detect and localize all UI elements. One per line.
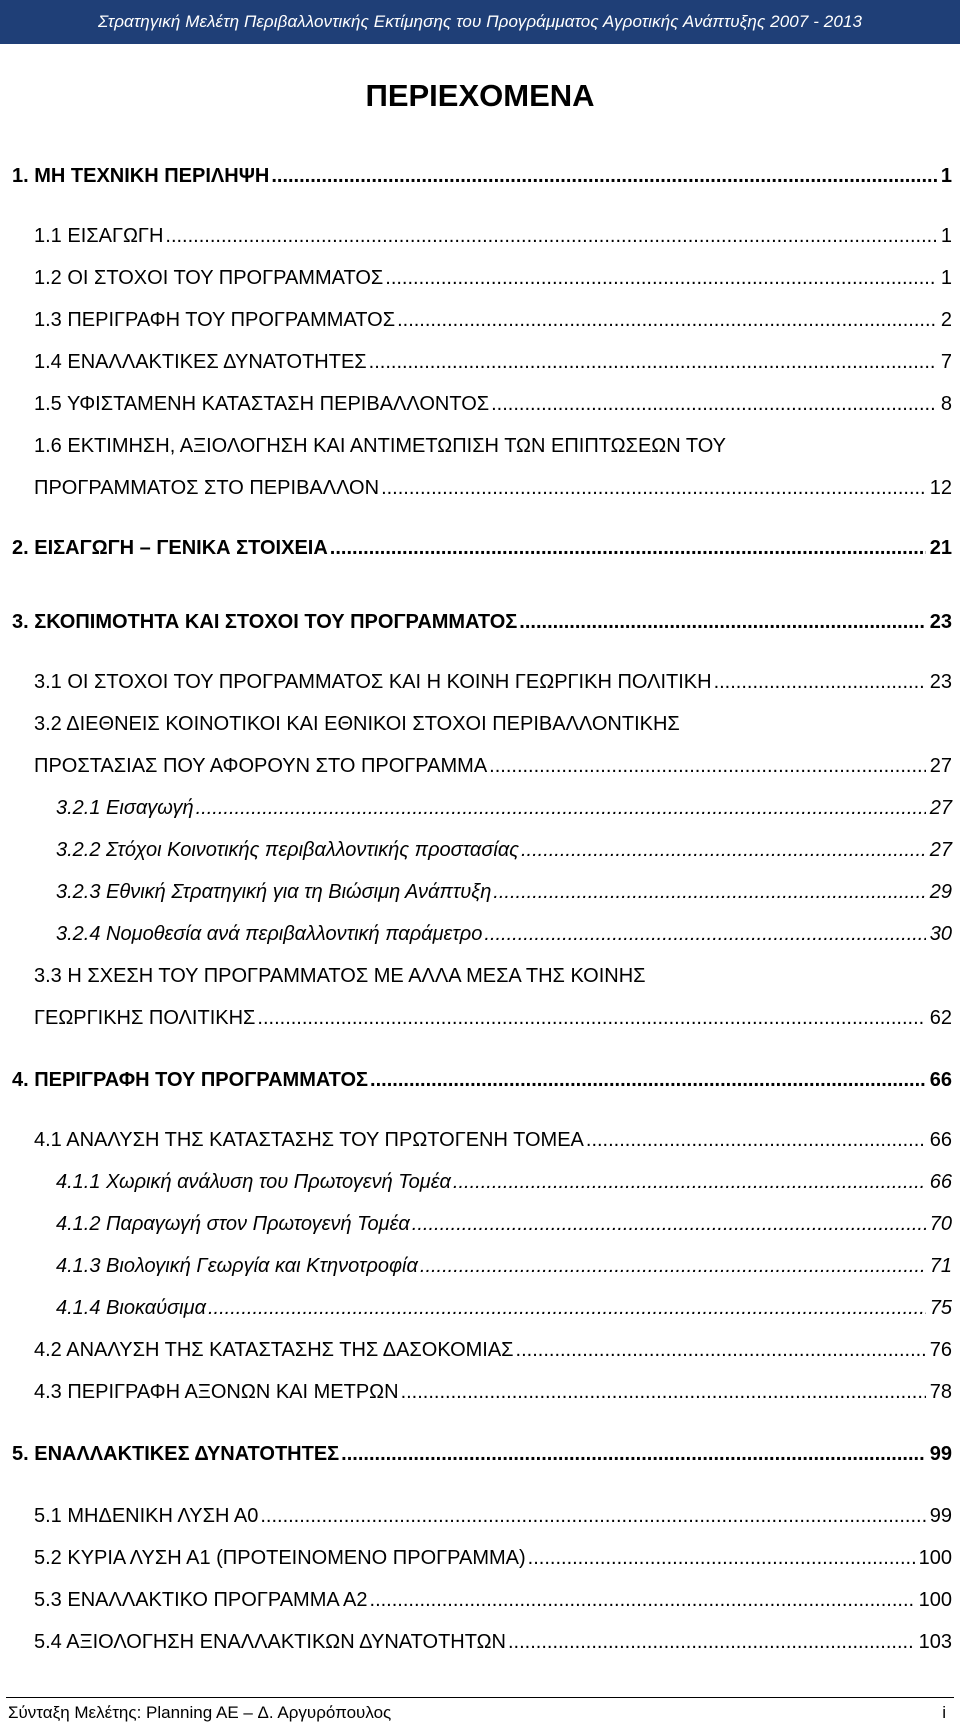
footer-author: Σύνταξη Μελέτης: Planning AE – Δ. Αργυρόπουλος xyxy=(8,1703,392,1722)
page-title: ΠΕΡΙΕΧΟΜΕΝΑ xyxy=(365,78,595,113)
toc-entry[interactable]: 4.1.2 Παραγωγή στον Πρωτογενή Τομέα ..... 70 xyxy=(56,1206,952,1242)
toc-entry[interactable]: 4.1.3 Βιολογική Γεωργία και Κτηνοτροφία ..... 71 xyxy=(56,1248,952,1284)
toc-entry[interactable]: ΠΡΟΓΡΑΜΜΑΤΟΣ ΣΤΟ ΠΕΡΙΒΑΛΛΟΝ ..... 12 xyxy=(34,470,952,506)
toc-entry[interactable]: 1. ΜΗ ΤΕΧΝΙΚΗ ΠΕΡΙΛΗΨΗ ..... 1 xyxy=(12,158,952,194)
toc-entry[interactable]: 3.2.2 Στόχοι Κοινοτικής περιβαλλοντικής προστασίας ..... 27 xyxy=(56,832,952,868)
toc-entry[interactable]: 1.4 ΕΝΑΛΛΑΚΤΙΚΕΣ ΔΥΝΑΤΟΤΗΤΕΣ ..... 7 xyxy=(34,344,952,380)
toc-entry[interactable]: 5.4 ΑΞΙΟΛΟΓΗΣΗ ΕΝΑΛΛΑΚΤΙΚΩΝ ΔΥΝΑΤΟΤΗΤΩΝ ..... 103 xyxy=(34,1624,952,1660)
toc-entry[interactable]: 4. ΠΕΡΙΓΡΑΦΗ ΤΟΥ ΠΡΟΓΡΑΜΜΑΤΟΣ ..... 66 xyxy=(12,1062,952,1098)
footer-divider xyxy=(6,1697,954,1698)
toc-entry[interactable]: 4.3 ΠΕΡΙΓΡΑΦΗ ΑΞΟΝΩΝ ΚΑΙ ΜΕΤΡΩΝ ..... 78 xyxy=(34,1374,952,1410)
toc-entry[interactable]: 4.1.4 Βιοκαύσιμα ..... 75 xyxy=(56,1290,952,1326)
toc-entry[interactable]: ΓΕΩΡΓΙΚΗΣ ΠΟΛΙΤΙΚΗΣ ..... 62 xyxy=(34,1000,952,1036)
toc-entry[interactable]: 1.3 ΠΕΡΙΓΡΑΦΗ ΤΟΥ ΠΡΟΓΡΑΜΜΑΤΟΣ ..... 2 xyxy=(34,302,952,338)
toc-entry[interactable]: 3.1 ΟΙ ΣΤΟΧΟΙ ΤΟΥ ΠΡΟΓΡΑΜΜΑΤΟΣ ΚΑΙ Η ΚΟΙΝΗ ΓΕΩΡΓΙΚΗ ΠΟΛΙΤΙΚΗ ..... 23 xyxy=(34,664,952,700)
toc-entry[interactable]: ΠΡΟΣΤΑΣΙΑΣ ΠΟΥ ΑΦΟΡΟΥΝ ΣΤΟ ΠΡΟΓΡΑΜΜΑ ..... 27 xyxy=(34,748,952,784)
toc-entry[interactable]: 3. ΣΚΟΠΙΜΟΤΗΤΑ ΚΑΙ ΣΤΟΧΟΙ ΤΟΥ ΠΡΟΓΡΑΜΜΑΤΟΣ ..... 23 xyxy=(12,604,952,640)
toc-entry[interactable]: 4.1.1 Χωρική ανάλυση του Πρωτογενή Τομέα ..... 66 xyxy=(56,1164,952,1200)
running-header: Στρατηγική Μελέτη Περιβαλλοντικής Εκτίμησης του Προγράμματος Αγροτικής Ανάπτυξης 2007 - 2013 xyxy=(97,12,863,31)
toc-entry-line[interactable]: 1.6 ΕΚΤΙΜΗΣΗ, ΑΞΙΟΛΟΓΗΣΗ ΚΑΙ ΑΝΤΙΜΕΤΩΠΙΣΗ ΤΩΝ ΕΠΙΠΤΩΣΕΩΝ ΤΟΥ xyxy=(34,435,726,457)
toc-entry[interactable]: 1.5 ΥΦΙΣΤΑΜΕΝΗ ΚΑΤΑΣΤΑΣΗ ΠΕΡΙΒΑΛΛΟΝΤΟΣ ..... 8 xyxy=(34,386,952,422)
toc-entry[interactable]: 5. ΕΝΑΛΛΑΚΤΙΚΕΣ ΔΥΝΑΤΟΤΗΤΕΣ ..... 99 xyxy=(12,1436,952,1472)
toc-entry-line[interactable]: 3.3 Η ΣΧΕΣΗ ΤΟΥ ΠΡΟΓΡΑΜΜΑΤΟΣ ΜΕ ΑΛΛΑ ΜΕΣΑ ΤΗΣ ΚΟΙΝΗΣ xyxy=(34,965,646,987)
toc-entry[interactable]: 5.1 ΜΗΔΕΝΙΚΗ ΛΥΣΗ Α0 ..... 99 xyxy=(34,1498,952,1534)
toc-entry[interactable]: 3.2.3 Εθνική Στρατηγική για τη Βιώσιμη Ανάπτυξη ..... 29 xyxy=(56,874,952,910)
toc-entry[interactable]: 5.3 ΕΝΑΛΛΑΚΤΙΚΟ ΠΡΟΓΡΑΜΜΑ Α2 ..... 100 xyxy=(34,1582,952,1618)
toc-entry[interactable]: 1.2 ΟΙ ΣΤΟΧΟΙ ΤΟΥ ΠΡΟΓΡΑΜΜΑΤΟΣ ..... 1 xyxy=(34,260,952,296)
page-number: i xyxy=(942,1703,946,1722)
toc-entry[interactable]: 3.2.4 Νομοθεσία ανά περιβαλλοντική παράμετρο ..... 30 xyxy=(56,916,952,952)
toc-entry[interactable]: 4.2 ΑΝΑΛΥΣΗ ΤΗΣ ΚΑΤΑΣΤΑΣΗΣ ΤΗΣ ΔΑΣΟΚΟΜΙΑΣ ..... 76 xyxy=(34,1332,952,1368)
toc-entry[interactable]: 2. ΕΙΣΑΓΩΓΗ – ΓΕΝΙΚΑ ΣΤΟΙΧΕΙΑ ..... 21 xyxy=(12,530,952,566)
toc-entry[interactable]: 1.1 ΕΙΣΑΓΩΓΗ ..... 1 xyxy=(34,218,952,254)
toc-entry[interactable]: 4.1 ΑΝΑΛΥΣΗ ΤΗΣ ΚΑΤΑΣΤΑΣΗΣ ΤΟΥ ΠΡΩΤΟΓΕΝΗ ΤΟΜΕΑ ..... 66 xyxy=(34,1122,952,1158)
toc-entry[interactable]: 3.2.1 Εισαγωγή ..... 27 xyxy=(56,790,952,826)
toc-entry[interactable]: 5.2 ΚΥΡΙΑ ΛΥΣΗ Α1 (ΠΡΟΤΕΙΝΟΜΕΝΟ ΠΡΟΓΡΑΜΜΑ) ..... 100 xyxy=(34,1540,952,1576)
toc-entry-line[interactable]: 3.2 ΔΙΕΘΝΕΙΣ ΚΟΙΝΟΤΙΚΟΙ ΚΑΙ ΕΘΝΙΚΟΙ ΣΤΟΧΟΙ ΠΕΡΙΒΑΛΛΟΝΤΙΚΗΣ xyxy=(34,713,680,735)
